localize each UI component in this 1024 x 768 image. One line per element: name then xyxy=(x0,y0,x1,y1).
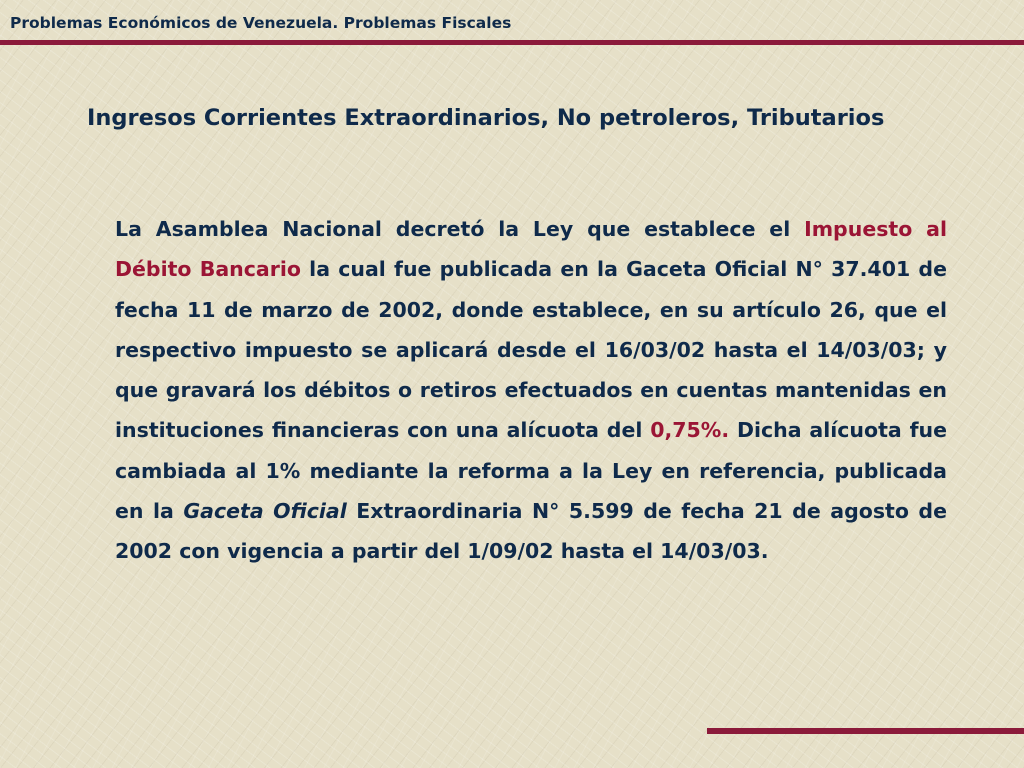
body-paragraph xyxy=(115,209,947,572)
highlight-rate: 0,75%. xyxy=(650,418,730,443)
slide-title: Ingresos Corrientes Extraordinarios, No petroleros, Tributarios xyxy=(87,105,885,131)
header-divider xyxy=(0,40,1024,45)
paragraph-text-2: la cual fue publicada en la Gaceta Oficial N° 37.401 de fecha 11 de marzo de 2002, donde establece, en su artículo 26, que el respectivo impuesto se aplicará desde el 16/03/02 hasta el 14/03/03; y que gravará los débitos o retiros efectuados en cuentas mantenidas en instituciones financieras con una alícuota del xyxy=(115,257,947,443)
paragraph-text-3: Dicha alícuota fue cambiada al 1% mediante la reforma a la Ley en referencia, publicada en la xyxy=(115,418,947,524)
italic-gaceta: Gaceta Oficial xyxy=(183,499,347,524)
paragraph-text-1: La Asamblea Nacional decretó la Ley que establece el xyxy=(115,217,805,241)
footer-divider xyxy=(707,728,1024,734)
paragraph-text-4: Extraordinaria N° 5.599 de fecha 21 de agosto de 2002 con vigencia a partir del 1/09/02 hasta el 14/03/03. xyxy=(115,499,947,564)
highlight-tax-name: Impuesto al Débito Bancario xyxy=(115,217,947,282)
slide-header: Problemas Económicos de Venezuela. Problemas Fiscales xyxy=(10,14,512,32)
